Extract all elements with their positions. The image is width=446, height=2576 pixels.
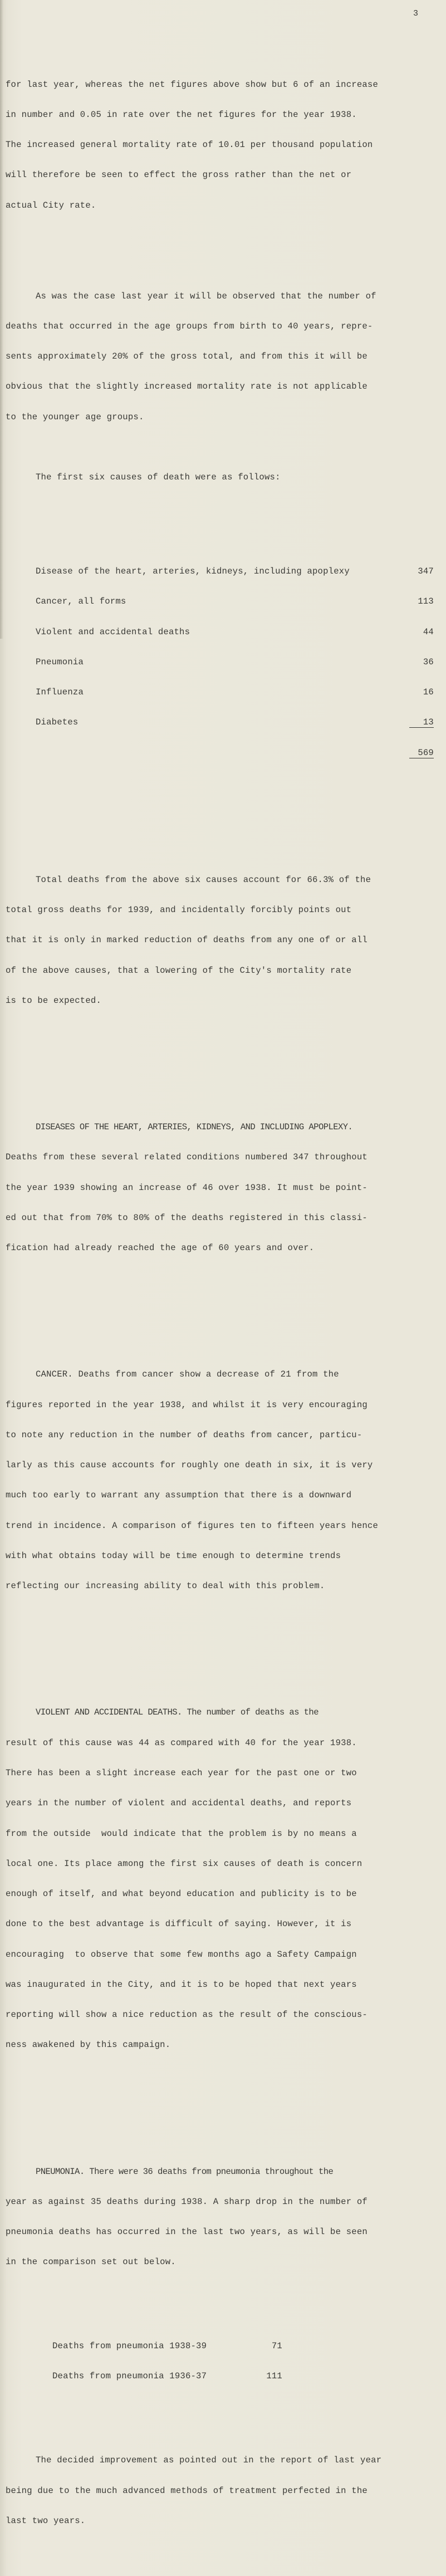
violent-deaths-section	[6, 1687, 445, 2070]
cause-label: Diabetes	[36, 717, 79, 728]
text-line: in the comparison set out below.	[6, 2257, 176, 2268]
text-line: being due to the much advanced methods of treatment perfected in the	[6, 2485, 367, 2496]
pneumonia-section	[6, 2146, 445, 2546]
text-line: of the above causes, that a lowering of the City's mortality rate	[6, 965, 352, 976]
text-line: for last year, whereas the net figures above show but 6 of an increase	[6, 79, 379, 90]
page-binding-shadow	[0, 0, 3, 639]
total-label-spacer	[36, 748, 409, 758]
comparison-label: Deaths from pneumonia 1936-37	[52, 2371, 207, 2382]
table-row	[6, 627, 434, 637]
text-line: larly as this cause accounts for roughly one death in six, it is very	[6, 1460, 373, 1471]
text-line: ed out that from 70% to 80% of the deaths registered in this classi-	[6, 1212, 367, 1223]
text-line: will therefore be seen to effect the gross rather than the net or	[6, 170, 352, 180]
text-line: total gross deaths for 1939, and incidentally forcibly points out	[6, 905, 352, 915]
text-line: years in the number of violent and accidental deaths, and reports	[6, 1798, 352, 1809]
text-line: sents approximately 20% of the gross total, and from this it will be	[6, 351, 367, 362]
cause-value: 13	[409, 717, 434, 727]
text-line: encouraging to observe that some few months ago a Safety Campaign	[6, 1949, 357, 1960]
text-line: to the younger age groups.	[6, 412, 144, 422]
spacer	[6, 2100, 445, 2106]
text-line: PNEUMONIA. There were 36 deaths from pneumonia throughout the	[36, 2166, 334, 2177]
text-line: The increased general mortality rate of 10.01 per thousand population	[6, 140, 373, 150]
cause-value: 16	[423, 687, 434, 698]
document-body	[6, 19, 445, 2576]
text-line: with what obtains today will be time enough to determine trends	[6, 1550, 341, 1561]
causes-intro: The first six causes of death were as follows:	[36, 472, 281, 483]
table-row	[6, 566, 434, 576]
age-groups-paragraph	[6, 271, 445, 442]
text-line: obvious that the slightly increased mortality rate is not applicable	[6, 381, 367, 392]
text-line: ness awakened by this campaign.	[6, 2040, 171, 2050]
text-line: pneumonia deaths has occurred in the last two years, as will be seen	[6, 2227, 367, 2237]
text-line: The decided improvement as pointed out in the report of last year	[36, 2455, 382, 2466]
table-row	[6, 687, 434, 697]
cause-value: 113	[418, 596, 434, 607]
spacer	[6, 1056, 445, 1061]
text-line: CANCER. Deaths from cancer show a decrease of 21 from the	[36, 1369, 339, 1380]
text-line: done to the best advantage is difficult of saying. However, it is	[6, 1919, 352, 1929]
text-line: in number and 0.05 in rate over the net figures for the year 1938.	[6, 109, 357, 120]
spacer	[6, 503, 445, 506]
text-line: last two years.	[6, 2515, 86, 2526]
text-line: Total deaths from the above six causes account for 66.3% of the	[36, 874, 371, 885]
text-line: figures reported in the year 1938, and whilst it is very encouraging	[6, 1399, 367, 1410]
text-line: There has been a slight increase each year for the past one or two	[6, 1767, 357, 1778]
text-line: was inaugurated in the City, and it is to be hoped that next years	[6, 1979, 357, 1990]
text-line: actual City rate.	[6, 200, 96, 210]
cause-label: Violent and accidental deaths	[36, 626, 190, 637]
spacer	[6, 2288, 445, 2291]
cause-label: Disease of the heart, arteries, kidneys, including apoplexy	[36, 566, 350, 577]
cause-value: 44	[423, 626, 434, 637]
text-line: to note any reduction in the number of deaths from cancer, particu-	[6, 1429, 362, 1440]
text-line: reporting will show a nice reduction as the result of the conscious-	[6, 2010, 367, 2020]
table-row	[6, 2371, 445, 2381]
spacer	[6, 809, 445, 814]
comparison-value: 111	[266, 2371, 282, 2382]
text-line: VIOLENT AND ACCIDENTAL DEATHS. The number of deaths as the	[36, 1707, 318, 1718]
cause-label: Influenza	[36, 687, 84, 698]
text-line: enough of itself, and what beyond education and publicity is to be	[6, 1889, 357, 1899]
total-value: 569	[409, 748, 434, 758]
causes-of-death-table	[6, 546, 445, 778]
spacer	[6, 1642, 445, 1647]
table-row	[6, 2341, 445, 2351]
total-deaths-paragraph	[6, 855, 445, 1026]
text-line: trend in incidence. A comparison of figures ten to fifteen years hence	[6, 1520, 379, 1531]
text-line: year as against 35 deaths during 1938. A sharp drop in the number of	[6, 2196, 367, 2207]
page-number: 3	[413, 9, 419, 18]
comparison-label: Deaths from pneumonia 1938-39	[52, 2341, 207, 2352]
text-line: that it is only in marked reduction of deaths from any one of or all	[6, 935, 367, 946]
text-line: deaths that occurred in the age groups from birth to 40 years, repre-	[6, 321, 373, 331]
pneumonia-comparison-table	[6, 2321, 445, 2402]
text-line: the year 1939 showing an increase of 46 over 1938. It must be point-	[6, 1182, 367, 1193]
table-row	[6, 717, 434, 727]
intro-paragraph	[6, 59, 445, 231]
cause-value: 36	[423, 657, 434, 667]
cancer-section	[6, 1349, 445, 1611]
text-line: local one. Its place among the first six causes of death is concern	[6, 1858, 362, 1869]
text-line: As was the case last year it will be observed that the number of	[36, 291, 376, 301]
cause-value: 347	[418, 566, 434, 577]
section-heading: DISEASES OF THE HEART, ARTERIES, KIDNEYS, AND INCLUDING APOPLEXY.	[36, 1122, 353, 1133]
text-line: result of this cause was 44 as compared with 40 for the year 1938.	[6, 1737, 357, 1748]
cause-label: Pneumonia	[36, 657, 84, 667]
text-line: much too early to warrant any assumption that there is a downward	[6, 1490, 352, 1501]
spacer	[6, 2432, 445, 2435]
text-line: is to be expected.	[6, 995, 102, 1006]
table-row	[6, 596, 434, 606]
heart-disease-section	[6, 1102, 445, 1274]
cause-label: Cancer, all forms	[36, 596, 126, 607]
spacer	[6, 1304, 445, 1309]
table-total-row	[6, 748, 434, 758]
table-row	[6, 657, 434, 667]
text-line: reflecting our increasing ability to deal with this problem.	[6, 1581, 325, 1591]
text-line: Deaths from these several related conditions numbered 347 throughout	[6, 1152, 367, 1163]
comparison-value: 71	[271, 2341, 282, 2352]
text-line: fication had already reached the age of 60 years and over.	[6, 1243, 315, 1253]
text-line: from the outside would indicate that the problem is by no means a	[6, 1828, 357, 1839]
